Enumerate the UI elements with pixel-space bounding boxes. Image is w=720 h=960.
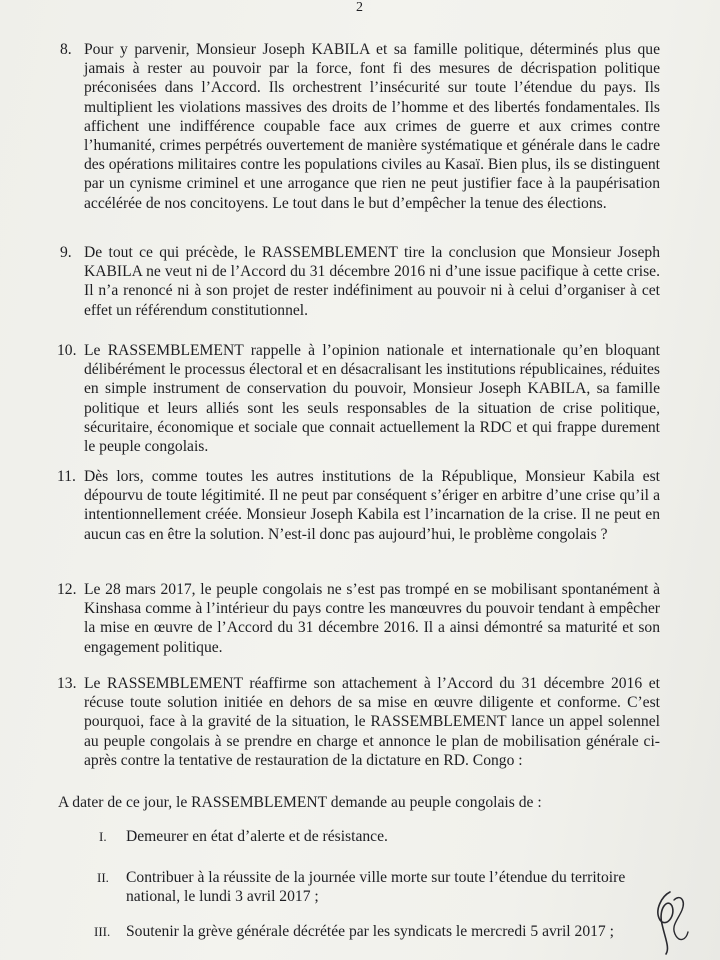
paragraph-text: Le RASSEMBLEMENT rappelle à l’opinion nationale et internationale qu’en bloquant délibérément le processus électoral et en désacralisant les institutions républicaines, réduites en simple instrument de conservation du pouvoir, Monsieur Joseph KABILA, sa famille politique et leurs alliés sont les seuls responsables de la situation de crise politique, sécuritaire, économique et sociale que connait actuellement la RDC et qui frappe durement le peuple congolais. (84, 342, 660, 456)
list-item-1 (99, 827, 660, 846)
list-item-text: Demeurer en état d’alerte et de résistance. (126, 828, 388, 845)
paragraph-number: 11. (57, 468, 76, 485)
list-item-text: Contribuer à la réussite de la journée ville morte sur toute l’étendue du territoire national, le lundi 3 avril 2017 ; (126, 869, 626, 906)
paragraph-number: 10. (57, 342, 77, 359)
paragraph-12 (57, 580, 660, 657)
list-item-text: Soutenir la grève générale décrétée par les syndicats le mercredi 5 avril 2017 ; (126, 923, 614, 940)
paragraph-text: Dès lors, comme toutes les autres institutions de la République, Monsieur Kabila est dépourvu de toute légitimité. Il ne peut par conséquent s’ériger en arbitre d’une crise qu’il a intentionnellement créée. Monsieur Joseph Kabila est l’incarnation de la crise. Il ne peut en aucun cas en être la solution. N’est-il donc pas aujourd’hui, le problème congolais ? (84, 468, 660, 543)
paragraph-11 (57, 467, 660, 544)
list-item-2 (97, 868, 660, 906)
list-intro: A dater de ce jour, le RASSEMBLEMENT demande au peuple congolais de : (58, 794, 542, 811)
paragraph-number: 9. (60, 244, 72, 261)
paragraph-number: 12. (57, 581, 77, 598)
list-marker: III. (94, 924, 111, 939)
list-item-3 (94, 922, 660, 941)
handwritten-initials (640, 886, 696, 956)
paragraph-number: 8. (60, 41, 72, 58)
paragraph-text: De tout ce qui précède, le RASSEMBLEMENT tire la conclusion que Monsieur Joseph KABILA ne veut ni de l’Accord du 31 décembre 2016 ni d’une issue pacifique à cette crise. Il n’a renoncé ni à son projet de rester indéfiniment au pouvoir ni à celui d’organiser à cet effet un référendum constitutionnel. (84, 244, 660, 319)
page-number: 2 (356, 0, 363, 15)
paragraph-text: Le RASSEMBLEMENT réaffirme son attachement à l’Accord du 31 décembre 2016 et récuse toute solution initiée en dehors de sa mise en œuvre diligente et conforme. C’est pourquoi, face à la gravité de la situation, le RASSEMBLEMENT lance un appel solennel au peuple congolais à se prendre en charge et annonce le plan de mobilisation générale ci-après contre la tentative de restauration de la dictature en RD. Congo : (84, 675, 660, 769)
list-marker: II. (97, 870, 109, 885)
paragraph-number: 13. (57, 675, 77, 692)
paragraph-10 (57, 341, 660, 456)
paragraph-text: Pour y parvenir, Monsieur Joseph KABILA et sa famille politique, déterminés plus que jamais à rester au pouvoir par la force, font fi des mesures de décrispation politique préconisées dans l’Accord. Ils orchestrent l’insécurité sur toute l’étendue du pays. Ils multiplient les violations massives des droits de l’homme et des libertés fondamentales. Ils affichent une indifférence coupable face aux crimes de guerre et aux crimes contre l’humanité, crimes perpétrés ouvertement de manière systématique et générale dans le cadre des opérations militaires contre les populations civiles au Kasaï. Bien plus, ils se distinguent par un cynisme criminel et une arrogance que rien ne peut justifier face à la paupérisation accélérée de nos concitoyens. Le tout dans le but d’empêcher la tenue des élections. (84, 41, 660, 212)
paragraph-13 (57, 674, 660, 770)
list-marker: I. (99, 829, 107, 844)
paragraph-8 (60, 40, 660, 213)
paragraph-text: Le 28 mars 2017, le peuple congolais ne s’est pas trompé en se mobilisant spontanément à Kinshasa comme à l’intérieur du pays contre les manœuvres du pouvoir tendant à empêcher la mise en œuvre de l’Accord du 31 décembre 2016. Il a ainsi démontré sa maturité et son engagement politique. (84, 581, 660, 656)
paragraph-9 (60, 243, 660, 320)
